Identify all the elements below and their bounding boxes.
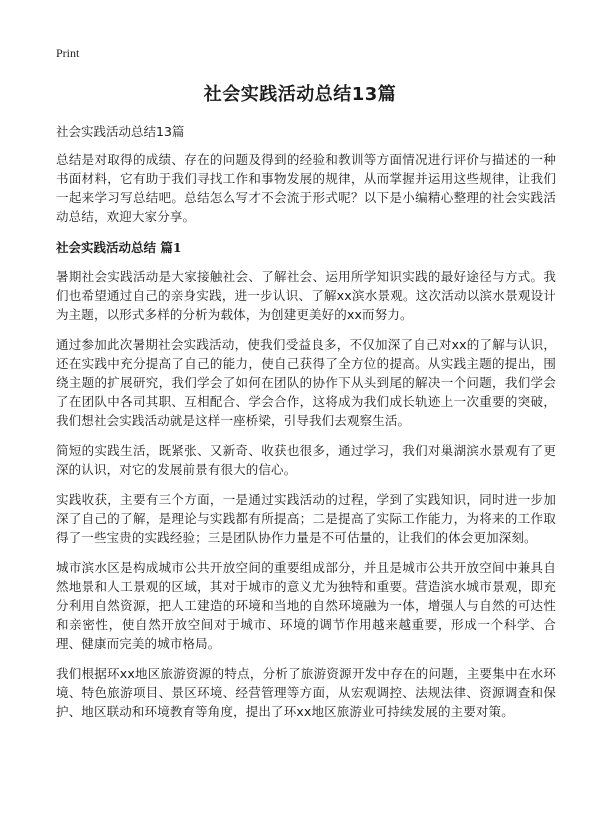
print-link[interactable]: Print (56, 46, 80, 60)
section-heading: 社会实践活动总结 篇1 (56, 240, 182, 255)
body-paragraph: 简短的实践生活，既紧张、又新奇、收获也很多，通过学习，我们对巢湖滨水景观有了更深的认识，对它的发展前景有很大的信心。 (56, 443, 556, 477)
document-body (56, 122, 556, 732)
body-paragraph: 实践收获，主要有三个方面，一是通过实践活动的过程，学到了实践知识，同时进一步加深了自己的了解，是理论与实践都有所提高；二是提高了实际工作能力，为将来的工作取得了一些宝贵的实践经验；三是团队协作力量是不可估量的，让我们的体会更加深刻。 (56, 492, 556, 545)
document-subtitle: 社会实践活动总结13篇 (56, 124, 185, 139)
body-paragraph: 暑期社会实践活动是大家接触社会、了解社会、运用所学知识实践的最好途径与方式。我们也希望通过自己的亲身实践，进一步认识、了解xx滨水景观。这次活动以滨水景观设计为主题，以形式多样的分析为载体，为创建更美好的xx而努力。 (56, 269, 556, 322)
intro-paragraph: 总结是对取得的成绩、存在的问题及得到的经验和教训等方面情况进行评价与描述的一种书面材料，它有助于我们寻找工作和事物发展的规律，从而掌握并运用这些规律，让我们一起来学习写总结吧。总结怎么写才不会流于形式呢？以下是小编精心整理的社会实践活动总结，欢迎大家分享。 (56, 152, 556, 224)
page-title: 社会实践活动总结13篇 (203, 84, 397, 105)
body-paragraph: 我们根据环xx地区旅游资源的特点，分析了旅游资源开发中存在的问题，主要集中在水环境、特色旅游项目、景区环境、经营管理等方面，从宏观调控、法规法律、资源调查和保护、地区联动和环境教育等角度，提出了环xx地区旅游业可持续发展的主要对策。 (56, 666, 556, 719)
body-paragraph: 通过参加此次暑期社会实践活动，使我们受益良多，不仅加深了自己对xx的了解与认识，还在实践中充分提高了自己的能力，使自己获得了全方位的提高。从实践主题的提出，围绕主题的扩展研究，我们学会了如何在团队的协作下从头到尾的解决一个问题，我们学会了在团队中各司其职、互相配合、学会合作，这将成为我们成长轨迹上一次重要的突破，我们想社会实践活动就是这样一座桥梁，引导我们去观察生活。 (56, 337, 556, 428)
body-paragraph: 城市滨水区是构成城市公共开放空间的重要组成部分，并且是城市公共开放空间中兼具自然地景和人工景观的区域，其对于城市的意义尤为独特和重要。营造滨水城市景观，即充分利用自然资源，把人工建造的环境和当地的自然环境融为一体，增强人与自然的可达性和亲密性，使自然开放空间对于城市、环境的调节作用越来越重要，形成一个科学、合理、健康而完美的城市格局。 (56, 560, 556, 651)
